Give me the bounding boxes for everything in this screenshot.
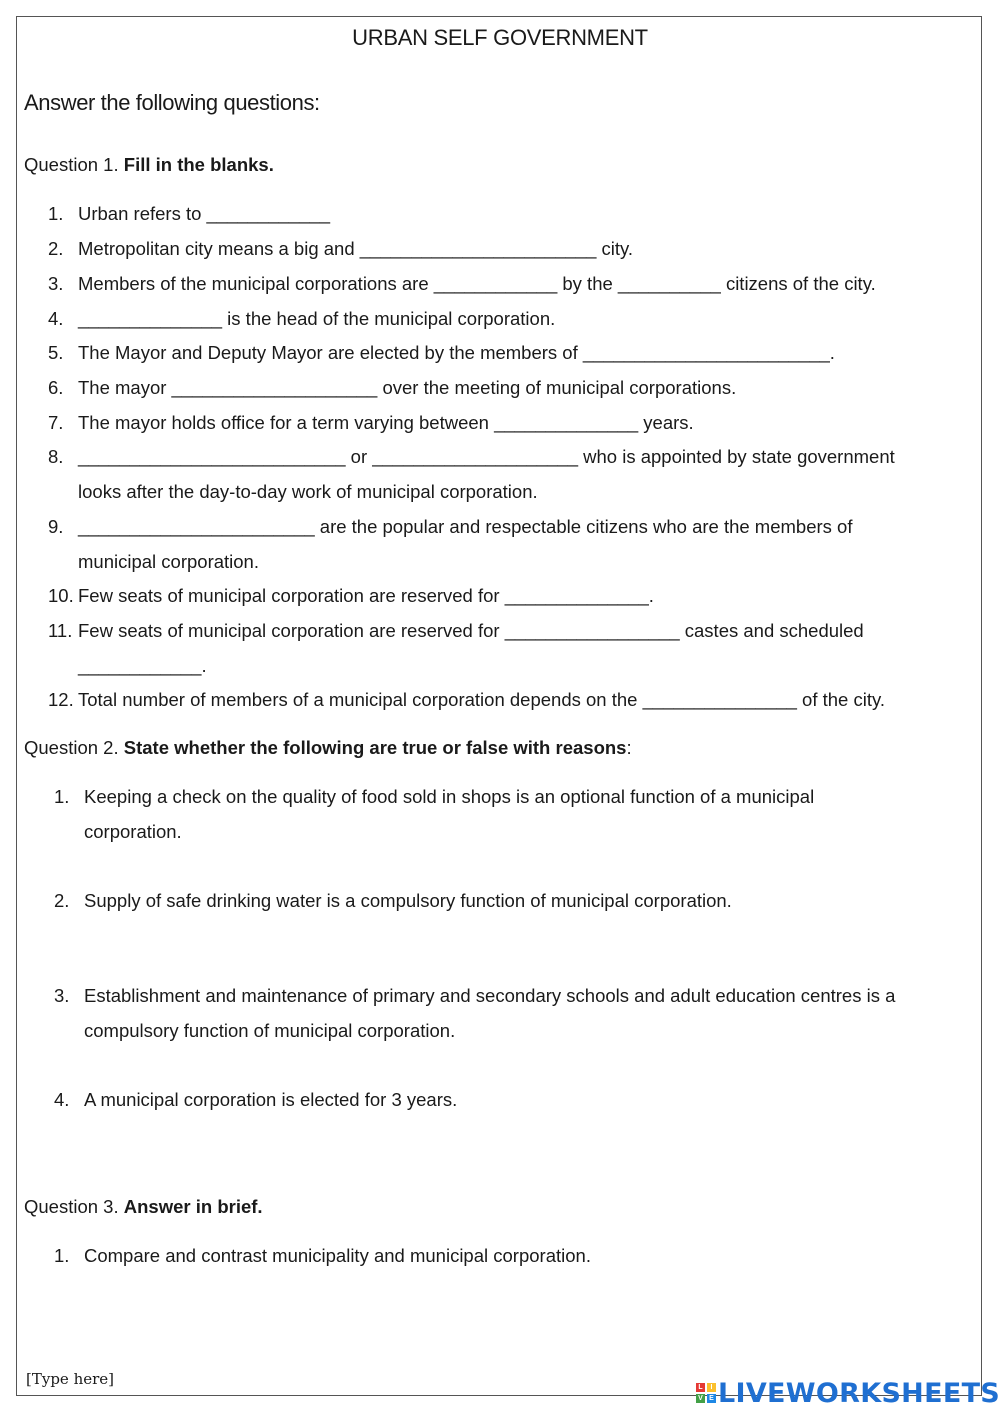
item-text: __________________________ or ____________________ who is appointed by state government (78, 446, 895, 467)
item-text: The mayor ____________________ over the meeting of municipal corporations. (78, 377, 737, 398)
item-number: 12. (48, 689, 74, 710)
item-number: 5. (48, 342, 64, 363)
question-3-title: Answer in brief. (123, 1196, 263, 1217)
item-text: The mayor holds office for a term varying between ______________ years. (78, 412, 694, 433)
item-number: 1. (54, 1245, 70, 1266)
item-number: 8. (48, 446, 64, 467)
item-text: Compare and contrast municipality and municipal corporation. (84, 1245, 591, 1266)
item-number: 4. (48, 308, 64, 329)
brand-name: LIVEWORKSHEETS (718, 1377, 1000, 1409)
page-title: URBAN SELF GOVERNMENT (352, 25, 648, 50)
question-1-label: Question 1. (24, 154, 119, 175)
question-2-suffix: : (626, 737, 632, 758)
question-2-label: Question 2. (24, 737, 119, 758)
item-text: ______________ is the head of the municipal corporation. (78, 308, 556, 329)
item-text: Supply of safe drinking water is a compulsory function of municipal corporation. (84, 890, 732, 911)
instructions: Answer the following questions: (24, 90, 320, 115)
item-number: 1. (54, 786, 70, 807)
item-text: Establishment and maintenance of primary and secondary schools and adult education centres is a (84, 985, 896, 1006)
item-text: Total number of members of a municipal corporation depends on the _______________ of the city. (78, 689, 885, 710)
item-text-continued: municipal corporation. (78, 551, 259, 572)
footer-placeholder: [Type here] (26, 1370, 115, 1388)
logo-letter: V (696, 1394, 705, 1403)
item-number: 7. (48, 412, 64, 433)
item-number: 11. (48, 620, 73, 641)
item-number: 10. (48, 585, 74, 606)
question-2-title: State whether the following are true or false with reasons (123, 737, 627, 758)
item-text: Members of the municipal corporations are ____________ by the __________ citizens of the city. (78, 273, 876, 294)
question-1-heading (24, 154, 274, 176)
item-text: Urban refers to ____________ (78, 203, 330, 224)
item-number: 3. (54, 985, 70, 1006)
question-1-title: Fill in the blanks. (123, 154, 274, 175)
item-number: 1. (48, 203, 64, 224)
item-text: _______________________ are the popular and respectable citizens who are the members of (78, 516, 853, 537)
item-number: 4. (54, 1089, 70, 1110)
item-number: 2. (48, 238, 64, 259)
logo-mark-icon (696, 1383, 716, 1403)
logo-letter: I (707, 1383, 716, 1392)
logo-letter: E (707, 1394, 716, 1403)
item-number: 9. (48, 516, 64, 537)
item-text: Few seats of municipal corporation are reserved for ______________. (78, 585, 654, 606)
item-text-continued: looks after the day-to-day work of municipal corporation. (78, 481, 538, 502)
item-text: The Mayor and Deputy Mayor are elected by the members of ________________________. (78, 342, 835, 363)
item-number: 3. (48, 273, 64, 294)
item-text-continued: corporation. (84, 821, 182, 842)
question-3-heading (24, 1196, 263, 1218)
item-text-continued: ____________. (78, 655, 207, 676)
logo-letter: L (696, 1383, 705, 1392)
item-text: Metropolitan city means a big and _______________________ city. (78, 238, 634, 259)
item-number: 2. (54, 890, 70, 911)
question-3-label: Question 3. (24, 1196, 119, 1217)
item-text: A municipal corporation is elected for 3 years. (84, 1089, 458, 1110)
question-2-heading (24, 737, 632, 759)
item-text: Few seats of municipal corporation are reserved for _________________ castes and scheduled (78, 620, 864, 641)
liveworksheets-logo[interactable] (696, 1378, 1000, 1408)
item-text-continued: compulsory function of municipal corporation. (84, 1020, 456, 1041)
item-number: 6. (48, 377, 64, 398)
item-text: Keeping a check on the quality of food sold in shops is an optional function of a municipal (84, 786, 815, 807)
